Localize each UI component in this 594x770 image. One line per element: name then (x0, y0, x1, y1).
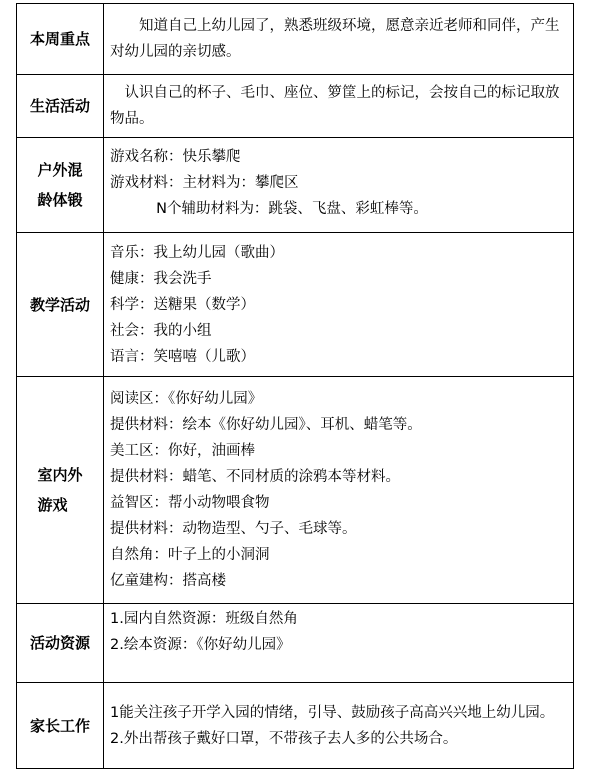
row-label-cell (17, 377, 104, 604)
row-label-cell (17, 75, 104, 138)
content-line: 提供材料：动物造型、勺子、毛球等。 (110, 521, 357, 537)
content-text: 认识自己的杯子、毛巾、座位、箩筐上的标记，会按自己的标记取放物品。 (110, 85, 560, 127)
row-label: 户外混 龄体锻 (37, 161, 83, 209)
row-label-cell (17, 4, 104, 75)
weekly-plan-table (16, 3, 574, 769)
row-content-cell (104, 75, 574, 138)
content-line: 提供材料：绘本《你好幼儿园》、耳机、蜡笔等。 (110, 417, 422, 433)
row-label: 本周重点 (29, 30, 90, 48)
content-line: 科学：送糖果（数学） (110, 296, 255, 313)
table-row-teaching (17, 233, 574, 377)
row-label: 家长工作 (29, 716, 90, 735)
table-row-resources (17, 604, 574, 683)
content-line: 健康：我会洗手 (110, 270, 212, 287)
content-line: 益智区：帮小动物喂食物 (110, 495, 270, 511)
table-row-outdoor-exercise (17, 138, 574, 233)
content-line: 自然角：叶子上的小洞洞 (110, 547, 270, 563)
row-label: 教学活动 (29, 295, 90, 314)
content-line: 游戏名称：快乐攀爬 (110, 149, 241, 165)
content-line: 1.园内自然资源：班级自然角 (110, 611, 298, 627)
content-line: 阅读区：《你好幼儿园》 (110, 391, 263, 407)
row-label: 生活活动 (29, 97, 90, 115)
row-content-cell (104, 377, 574, 604)
table-row-daily-life (17, 75, 574, 138)
table-row-games (17, 377, 574, 604)
row-label-cell (17, 138, 104, 233)
row-content-cell (104, 604, 574, 683)
row-content-cell (104, 683, 574, 769)
row-label: 室内外 游戏 (37, 466, 83, 514)
row-content-cell (104, 233, 574, 377)
content-line: 亿童建构：搭高楼 (110, 573, 226, 589)
content-line: 社会：我的小组 (110, 322, 212, 339)
row-label-cell (17, 683, 104, 769)
row-label-cell (17, 233, 104, 377)
content-line: N个辅助材料为：跳袋、飞盘、彩虹棒等。 (110, 201, 428, 217)
content-line: 语言：笑嘻嘻（儿歌） (110, 348, 255, 365)
row-content-cell (104, 138, 574, 233)
content-line: 2.绘本资源：《你好幼儿园》 (110, 637, 291, 653)
table-row-parent-work (17, 683, 574, 769)
content-line: 美工区：你好，油画棒 (110, 443, 255, 459)
row-label-cell (17, 604, 104, 683)
content-line: 游戏材料：主材料为：攀爬区 (110, 175, 299, 191)
content-line: 提供材料：蜡笔、不同材质的涂鸦本等材料。 (110, 469, 400, 485)
row-content-cell (104, 4, 574, 75)
row-label: 活动资源 (29, 634, 90, 652)
content-text: 1能关注孩子开学入园的情绪，引导、鼓励孩子高高兴兴地上幼儿园。 (110, 704, 555, 721)
table-row-weekly-focus (17, 4, 574, 75)
content-line: 音乐：我上幼儿园（歌曲） (110, 244, 284, 261)
content-text: 2.外出帮孩子戴好口罩，不带孩子去人多的公共场合。 (110, 730, 458, 747)
content-text: 知道自己上幼儿园了，熟悉班级环境，愿意亲近老师和同伴，产生对幼儿园的亲切感。 (110, 18, 560, 60)
